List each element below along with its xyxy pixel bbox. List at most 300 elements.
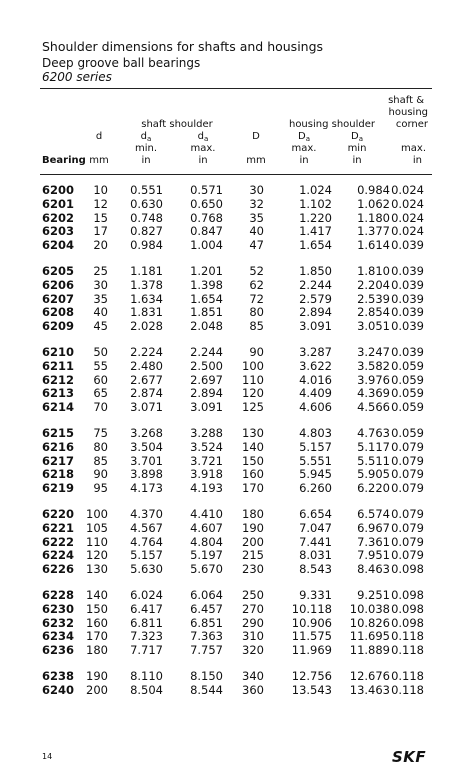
Da-max-cell: 1.850 (299, 263, 332, 278)
d-cell: 75 (93, 425, 108, 440)
bearing-cell: 6240 (42, 682, 75, 697)
da-max-cell: 6.851 (190, 615, 223, 630)
corner-cell: 0.118 (391, 629, 424, 644)
table-row (0, 563, 474, 577)
d-cell: 60 (93, 372, 108, 387)
Da-min-cell: 8.463 (357, 562, 390, 577)
corner-cell: 0.059 (391, 425, 424, 440)
table-row (0, 184, 474, 198)
table-group (0, 508, 474, 577)
da-min-cell: 1.378 (130, 277, 163, 292)
corner-cell: 0.079 (391, 520, 424, 535)
table-row (0, 536, 474, 550)
header-Da-min-unit: in (352, 155, 362, 166)
Da-max-cell: 1.417 (299, 224, 332, 239)
corner-cell: 0.079 (391, 453, 424, 468)
table-row (0, 374, 474, 388)
Da-min-cell: 5.117 (357, 439, 390, 454)
d-cell: 95 (93, 481, 108, 496)
corner-cell: 0.039 (391, 291, 424, 306)
da-max-cell: 3.524 (190, 439, 223, 454)
table-row (0, 239, 474, 253)
D-cell: 160 (242, 467, 264, 482)
series-label: 6200 series (42, 70, 112, 84)
da-min-cell: 0.748 (130, 210, 163, 225)
table-row (0, 508, 474, 522)
table-row (0, 427, 474, 441)
D-cell: 72 (249, 291, 264, 306)
d-cell: 17 (93, 224, 108, 239)
D-cell: 140 (242, 439, 264, 454)
table-row (0, 522, 474, 536)
table-group (0, 346, 474, 415)
Da-max-cell: 6.260 (299, 481, 332, 496)
table-row (0, 265, 474, 279)
da-max-cell: 3.288 (190, 425, 223, 440)
Da-max-cell: 4.606 (299, 400, 332, 415)
da-max-cell: 1.398 (190, 277, 223, 292)
D-cell: 270 (242, 601, 264, 616)
bearing-cell: 6203 (42, 224, 75, 239)
bearing-cell: 6215 (42, 425, 75, 440)
table-group (0, 670, 474, 698)
da-min-cell: 0.551 (130, 183, 163, 197)
da-max-cell: 1.201 (190, 263, 223, 278)
Da-min-cell: 1.614 (357, 238, 390, 253)
skf-logo: SKF (392, 748, 427, 766)
header-d-unit: mm (89, 155, 109, 166)
header-da-min-symbol: $d_a$ (140, 131, 152, 143)
header-corner-line3: corner (395, 119, 428, 130)
table-row (0, 360, 474, 374)
D-cell: 170 (242, 481, 264, 496)
corner-cell: 0.024 (391, 183, 424, 197)
Da-max-cell: 11.575 (291, 629, 332, 644)
da-min-cell: 2.224 (130, 344, 163, 359)
da-max-cell: 6.457 (190, 601, 223, 616)
Da-max-cell: 9.331 (299, 587, 332, 602)
Da-max-cell: 5.551 (299, 453, 332, 468)
header-Da-min-symbol: $D_a$ (351, 131, 363, 143)
Da-min-cell: 2.539 (357, 291, 390, 306)
Da-min-cell: 11.889 (349, 643, 390, 658)
corner-cell: 0.098 (391, 587, 424, 602)
d-cell: 40 (93, 305, 108, 320)
da-min-cell: 1.634 (130, 291, 163, 306)
bearing-cell: 6218 (42, 467, 75, 482)
da-min-cell: 8.504 (130, 682, 163, 697)
Da-min-cell: 1.377 (357, 224, 390, 239)
corner-cell: 0.039 (391, 319, 424, 334)
corner-cell: 0.039 (391, 263, 424, 278)
corner-cell: 0.059 (391, 400, 424, 415)
Da-max-cell: 1.654 (299, 238, 332, 253)
page-subtitle: Deep groove ball bearings (42, 56, 201, 70)
header-Da-max-label: max. (291, 143, 317, 154)
Da-min-cell: 2.854 (357, 305, 390, 320)
d-cell: 50 (93, 344, 108, 359)
da-min-cell: 4.764 (130, 534, 163, 549)
Da-min-cell: 3.247 (357, 344, 390, 359)
header-D-unit: mm (246, 155, 266, 166)
Da-max-cell: 11.969 (291, 643, 332, 658)
da-max-cell: 1.004 (190, 238, 223, 253)
d-cell: 140 (86, 587, 108, 602)
table-row (0, 684, 474, 698)
bearing-cell: 6210 (42, 344, 75, 359)
table-group (0, 589, 474, 658)
da-min-cell: 7.717 (130, 643, 163, 658)
d-cell: 170 (86, 629, 108, 644)
da-min-cell: 6.417 (130, 601, 163, 616)
d-cell: 30 (93, 277, 108, 292)
bearing-cell: 6228 (42, 587, 75, 602)
da-max-cell: 3.091 (190, 400, 223, 415)
d-cell: 90 (93, 467, 108, 482)
da-max-cell: 3.918 (190, 467, 223, 482)
da-min-cell: 3.504 (130, 439, 163, 454)
table-row (0, 212, 474, 226)
D-cell: 290 (242, 615, 264, 630)
Da-max-cell: 5.945 (299, 467, 332, 482)
Da-max-cell: 10.906 (291, 615, 332, 630)
da-max-cell: 1.654 (190, 291, 223, 306)
bearing-cell: 6213 (42, 386, 75, 401)
d-cell: 130 (86, 562, 108, 577)
Da-min-cell: 9.251 (357, 587, 390, 602)
header-D-symbol: D (252, 131, 260, 142)
D-cell: 52 (249, 263, 264, 278)
da-max-cell: 8.150 (190, 668, 223, 683)
Da-min-cell: 3.976 (357, 372, 390, 387)
d-cell: 35 (93, 291, 108, 306)
corner-cell: 0.098 (391, 601, 424, 616)
d-cell: 200 (86, 682, 108, 697)
bearing-cell: 6202 (42, 210, 75, 225)
D-cell: 215 (242, 548, 264, 563)
Da-min-cell: 13.463 (349, 682, 390, 697)
Da-max-cell: 3.287 (299, 344, 332, 359)
da-max-cell: 5.670 (190, 562, 223, 577)
D-cell: 80 (249, 305, 264, 320)
Da-min-cell: 11.695 (349, 629, 390, 644)
header-Da-min-label: min (347, 143, 367, 154)
da-max-cell: 7.363 (190, 629, 223, 644)
D-cell: 30 (249, 183, 264, 197)
da-max-cell: 2.048 (190, 319, 223, 334)
corner-cell: 0.118 (391, 643, 424, 658)
table-row (0, 589, 474, 603)
Da-max-cell: 1.024 (299, 183, 332, 197)
D-cell: 120 (242, 386, 264, 401)
table-row (0, 441, 474, 455)
D-cell: 35 (249, 210, 264, 225)
table-row (0, 482, 474, 496)
table-row (0, 630, 474, 644)
da-max-cell: 1.851 (190, 305, 223, 320)
da-min-cell: 4.173 (130, 481, 163, 496)
Da-min-cell: 6.967 (357, 520, 390, 535)
D-cell: 47 (249, 238, 264, 253)
d-cell: 110 (86, 534, 108, 549)
bearing-table (0, 184, 474, 710)
corner-cell: 0.079 (391, 481, 424, 496)
da-max-cell: 0.650 (190, 196, 223, 211)
da-min-cell: 5.630 (130, 562, 163, 577)
header-da-min-label: min. (134, 143, 158, 154)
D-cell: 340 (242, 668, 264, 683)
bearing-cell: 6217 (42, 453, 75, 468)
header-rule (40, 174, 432, 175)
da-min-cell: 3.071 (130, 400, 163, 415)
d-cell: 190 (86, 668, 108, 683)
bearing-cell: 6216 (42, 439, 75, 454)
D-cell: 62 (249, 277, 264, 292)
D-cell: 190 (242, 520, 264, 535)
corner-cell: 0.059 (391, 386, 424, 401)
d-cell: 160 (86, 615, 108, 630)
D-cell: 130 (242, 425, 264, 440)
Da-min-cell: 4.763 (357, 425, 390, 440)
corner-cell: 0.039 (391, 305, 424, 320)
table-group (0, 265, 474, 334)
corner-cell: 0.024 (391, 196, 424, 211)
bearing-cell: 6236 (42, 643, 75, 658)
corner-cell: 0.059 (391, 358, 424, 373)
da-max-cell: 4.804 (190, 534, 223, 549)
page-number: 14 (42, 752, 53, 761)
Da-min-cell: 1.810 (357, 263, 390, 278)
Da-min-cell: 2.204 (357, 277, 390, 292)
da-max-cell: 7.757 (190, 643, 223, 658)
bearing-cell: 6238 (42, 668, 75, 683)
D-cell: 180 (242, 506, 264, 521)
da-min-cell: 2.480 (130, 358, 163, 373)
Da-min-cell: 5.905 (357, 467, 390, 482)
corner-cell: 0.039 (391, 277, 424, 292)
Da-max-cell: 8.543 (299, 562, 332, 577)
d-cell: 120 (86, 548, 108, 563)
header-bearing: Bearing (42, 155, 86, 166)
d-cell: 20 (93, 238, 108, 253)
da-max-cell: 2.500 (190, 358, 223, 373)
Da-max-cell: 8.031 (299, 548, 332, 563)
bearing-cell: 6212 (42, 372, 75, 387)
table-row (0, 455, 474, 469)
d-cell: 15 (93, 210, 108, 225)
header-corner-unit: in (412, 155, 422, 166)
Da-min-cell: 6.220 (357, 481, 390, 496)
Da-min-cell: 7.361 (357, 534, 390, 549)
Da-max-cell: 4.409 (299, 386, 332, 401)
Da-max-cell: 4.803 (299, 425, 332, 440)
d-cell: 70 (93, 400, 108, 415)
da-max-cell: 0.571 (190, 183, 223, 197)
corner-cell: 0.024 (391, 224, 424, 239)
header-shaft-shoulder: shaft shoulder (141, 119, 213, 130)
bearing-cell: 6208 (42, 305, 75, 320)
Da-min-cell: 6.574 (357, 506, 390, 521)
bearing-cell: 6206 (42, 277, 75, 292)
D-cell: 250 (242, 587, 264, 602)
header-da-min-unit: in (141, 155, 151, 166)
table-row (0, 670, 474, 684)
Da-min-cell: 10.038 (349, 601, 390, 616)
corner-cell: 0.118 (391, 668, 424, 683)
da-max-cell: 2.244 (190, 344, 223, 359)
table-row (0, 279, 474, 293)
table-row (0, 617, 474, 631)
d-cell: 100 (86, 506, 108, 521)
corner-cell: 0.024 (391, 210, 424, 225)
Da-max-cell: 12.756 (291, 668, 332, 683)
bearing-cell: 6214 (42, 400, 75, 415)
Da-max-cell: 7.047 (299, 520, 332, 535)
da-min-cell: 0.630 (130, 196, 163, 211)
table-row (0, 468, 474, 482)
Da-max-cell: 2.894 (299, 305, 332, 320)
da-min-cell: 5.157 (130, 548, 163, 563)
da-max-cell: 4.410 (190, 506, 223, 521)
header-da-max-symbol: $d_a$ (197, 131, 209, 143)
d-cell: 80 (93, 439, 108, 454)
d-cell: 105 (86, 520, 108, 535)
corner-cell: 0.079 (391, 439, 424, 454)
da-min-cell: 8.110 (130, 668, 163, 683)
Da-min-cell: 7.951 (357, 548, 390, 563)
top-rule (40, 88, 432, 89)
da-min-cell: 7.323 (130, 629, 163, 644)
table-group (0, 184, 474, 253)
Da-max-cell: 6.654 (299, 506, 332, 521)
D-cell: 320 (242, 643, 264, 658)
D-cell: 200 (242, 534, 264, 549)
table-row (0, 603, 474, 617)
da-min-cell: 4.567 (130, 520, 163, 535)
bearing-cell: 6232 (42, 615, 75, 630)
table-row (0, 644, 474, 658)
corner-cell: 0.079 (391, 548, 424, 563)
table-group (0, 427, 474, 496)
d-cell: 150 (86, 601, 108, 616)
Da-min-cell: 3.582 (357, 358, 390, 373)
D-cell: 100 (242, 358, 264, 373)
Da-min-cell: 1.180 (357, 210, 390, 225)
bearing-cell: 6207 (42, 291, 75, 306)
corner-cell: 0.079 (391, 506, 424, 521)
table-row (0, 401, 474, 415)
Da-max-cell: 10.118 (291, 601, 332, 616)
Da-min-cell: 12.676 (349, 668, 390, 683)
Da-max-cell: 4.016 (299, 372, 332, 387)
da-max-cell: 2.894 (190, 386, 223, 401)
bearing-cell: 6224 (42, 548, 75, 563)
da-min-cell: 3.268 (130, 425, 163, 440)
bearing-cell: 6230 (42, 601, 75, 616)
d-cell: 10 (93, 183, 108, 197)
D-cell: 40 (249, 224, 264, 239)
da-max-cell: 0.847 (190, 224, 223, 239)
corner-cell: 0.039 (391, 344, 424, 359)
Da-min-cell: 5.511 (357, 453, 390, 468)
Da-max-cell: 3.091 (299, 319, 332, 334)
D-cell: 110 (242, 372, 264, 387)
d-cell: 65 (93, 386, 108, 401)
da-max-cell: 0.768 (190, 210, 223, 225)
Da-max-cell: 3.622 (299, 358, 332, 373)
da-max-cell: 8.544 (190, 682, 223, 697)
corner-cell: 0.098 (391, 562, 424, 577)
D-cell: 32 (249, 196, 264, 211)
page-title: Shoulder dimensions for shafts and housings (42, 39, 324, 54)
corner-cell: 0.118 (391, 682, 424, 697)
bearing-cell: 6222 (42, 534, 75, 549)
Da-min-cell: 4.566 (357, 400, 390, 415)
d-cell: 55 (93, 358, 108, 373)
bearing-cell: 6205 (42, 263, 75, 278)
corner-cell: 0.079 (391, 534, 424, 549)
da-min-cell: 1.831 (130, 305, 163, 320)
Da-max-cell: 13.543 (291, 682, 332, 697)
Da-max-cell: 5.157 (299, 439, 332, 454)
header-corner-line1: shaft & (388, 95, 424, 106)
header-corner-label: max. (401, 143, 426, 154)
D-cell: 360 (242, 682, 264, 697)
da-min-cell: 3.898 (130, 467, 163, 482)
table-row (0, 549, 474, 563)
da-max-cell: 5.197 (190, 548, 223, 563)
corner-cell: 0.039 (391, 238, 424, 253)
Da-max-cell: 1.220 (299, 210, 332, 225)
bearing-cell: 6211 (42, 358, 75, 373)
Da-max-cell: 1.102 (299, 196, 332, 211)
D-cell: 90 (249, 344, 264, 359)
da-max-cell: 4.193 (190, 481, 223, 496)
da-max-cell: 4.607 (190, 520, 223, 535)
Da-max-cell: 7.441 (299, 534, 332, 549)
da-min-cell: 6.024 (130, 587, 163, 602)
corner-cell: 0.059 (391, 372, 424, 387)
da-min-cell: 0.984 (130, 238, 163, 253)
table-row (0, 225, 474, 239)
da-max-cell: 2.697 (190, 372, 223, 387)
table-row (0, 346, 474, 360)
table-row (0, 293, 474, 307)
header-Da-max-symbol: $D_a$ (298, 131, 310, 143)
da-min-cell: 6.811 (130, 615, 163, 630)
da-min-cell: 3.701 (130, 453, 163, 468)
da-min-cell: 4.370 (130, 506, 163, 521)
bearing-cell: 6226 (42, 562, 75, 577)
bearing-cell: 6234 (42, 629, 75, 644)
Da-min-cell: 4.369 (357, 386, 390, 401)
bearing-cell: 6201 (42, 196, 75, 211)
bearing-cell: 6204 (42, 238, 75, 253)
bearing-cell: 6221 (42, 520, 75, 535)
Da-max-cell: 2.579 (299, 291, 332, 306)
D-cell: 125 (242, 400, 264, 415)
da-min-cell: 2.677 (130, 372, 163, 387)
header-da-max-label: max. (190, 143, 216, 154)
table-row (0, 306, 474, 320)
D-cell: 150 (242, 453, 264, 468)
header-d-symbol: d (95, 131, 103, 142)
da-min-cell: 0.827 (130, 224, 163, 239)
d-cell: 85 (93, 453, 108, 468)
header-housing-shoulder: housing shoulder (288, 119, 376, 130)
da-min-cell: 2.874 (130, 386, 163, 401)
bearing-cell: 6200 (42, 183, 75, 197)
